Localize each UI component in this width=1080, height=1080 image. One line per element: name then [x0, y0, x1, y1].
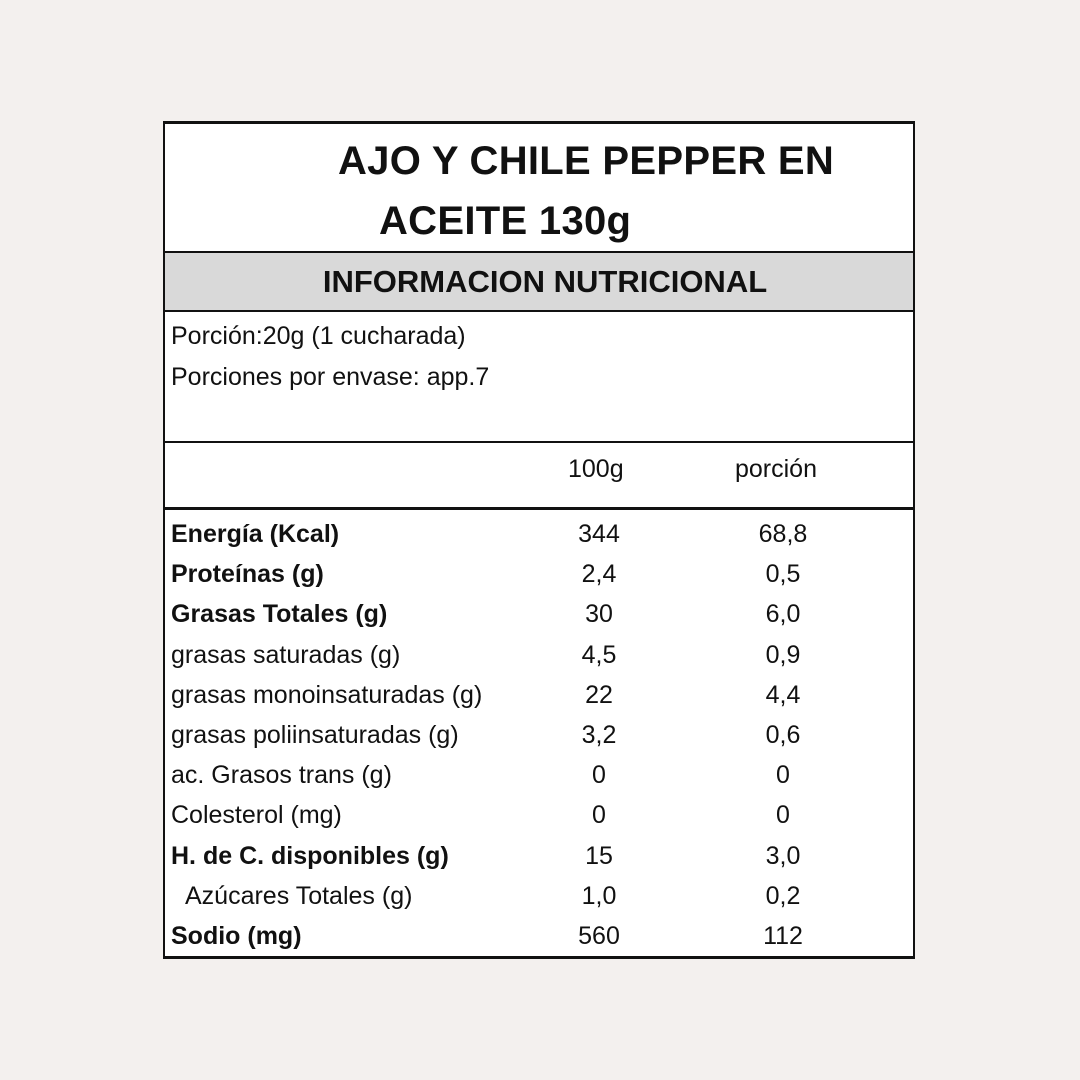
nutrient-value-100g: 30 — [585, 600, 613, 629]
nutrient-label: grasas monoinsaturadas (g) — [171, 680, 483, 709]
nutrient-row — [165, 922, 913, 962]
section-banner — [165, 253, 913, 312]
nutrient-value-portion: 0,5 — [765, 560, 801, 589]
nutrient-value-100g: 4,5 — [581, 640, 617, 669]
nutrient-row — [165, 600, 913, 640]
nutrient-row — [165, 801, 913, 841]
nutrient-value-portion: 6,0 — [765, 600, 801, 629]
nutrient-row — [165, 842, 913, 882]
column-header-100g: 100g — [568, 455, 624, 483]
nutrient-value-100g: 0 — [592, 761, 606, 790]
portion-size: Porción:20g (1 cucharada) — [171, 322, 466, 350]
nutrient-label: grasas poliinsaturadas (g) — [171, 720, 459, 749]
nutrient-row — [165, 641, 913, 681]
nutrient-value-portion: 112 — [763, 921, 803, 950]
nutrient-value-portion: 0,9 — [765, 640, 801, 669]
column-header-portion: porción — [735, 455, 817, 483]
product-title — [165, 124, 913, 253]
nutrient-value-100g: 1,0 — [581, 881, 617, 910]
serving-info — [165, 312, 913, 443]
nutrient-row — [165, 882, 913, 922]
nutrient-label: Colesterol (mg) — [171, 801, 342, 830]
nutrient-row — [165, 721, 913, 761]
nutrient-value-100g: 344 — [578, 520, 620, 548]
nutrient-row — [165, 520, 913, 560]
nutrient-label: Energía (Kcal) — [171, 520, 340, 548]
nutrient-value-portion: 0 — [776, 801, 790, 830]
nutrient-value-100g: 0 — [592, 801, 606, 830]
nutrient-value-portion: 3,0 — [765, 841, 801, 870]
nutrient-label: Proteínas (g) — [171, 560, 324, 589]
nutrient-label: Sodio (mg) — [171, 921, 302, 950]
product-title-line-2: ACEITE 130g — [379, 199, 632, 243]
nutrient-label: grasas saturadas (g) — [171, 640, 401, 669]
nutrient-label: Azúcares Totales (g) — [185, 881, 413, 910]
nutrient-label: H. de C. disponibles (g) — [171, 841, 449, 870]
nutrient-value-portion: 0 — [776, 761, 790, 790]
nutrient-value-100g: 15 — [585, 841, 613, 870]
nutrition-label — [163, 121, 915, 959]
nutrient-value-portion: 68,8 — [758, 520, 808, 548]
nutrient-row — [165, 560, 913, 600]
product-title-line-1: AJO Y CHILE PEPPER EN — [338, 139, 835, 183]
nutrient-value-portion: 0,6 — [765, 720, 801, 749]
nutrient-value-portion: 4,4 — [765, 680, 801, 709]
nutrient-value-100g: 560 — [578, 921, 620, 950]
nutrient-value-100g: 22 — [585, 680, 613, 709]
section-banner-text: INFORMACION NUTRICIONAL — [322, 264, 768, 299]
nutrient-label: ac. Grasos trans (g) — [171, 761, 392, 790]
portions-per-package: Porciones por envase: app.7 — [171, 363, 490, 391]
nutrient-value-100g: 2,4 — [581, 560, 617, 589]
nutrient-row — [165, 681, 913, 721]
nutrient-label: Grasas Totales (g) — [171, 600, 388, 629]
nutrient-value-portion: 0,2 — [765, 881, 801, 910]
nutrient-value-100g: 3,2 — [581, 720, 617, 749]
column-headers — [165, 443, 913, 510]
nutrient-table — [165, 520, 913, 962]
nutrient-row — [165, 761, 913, 801]
